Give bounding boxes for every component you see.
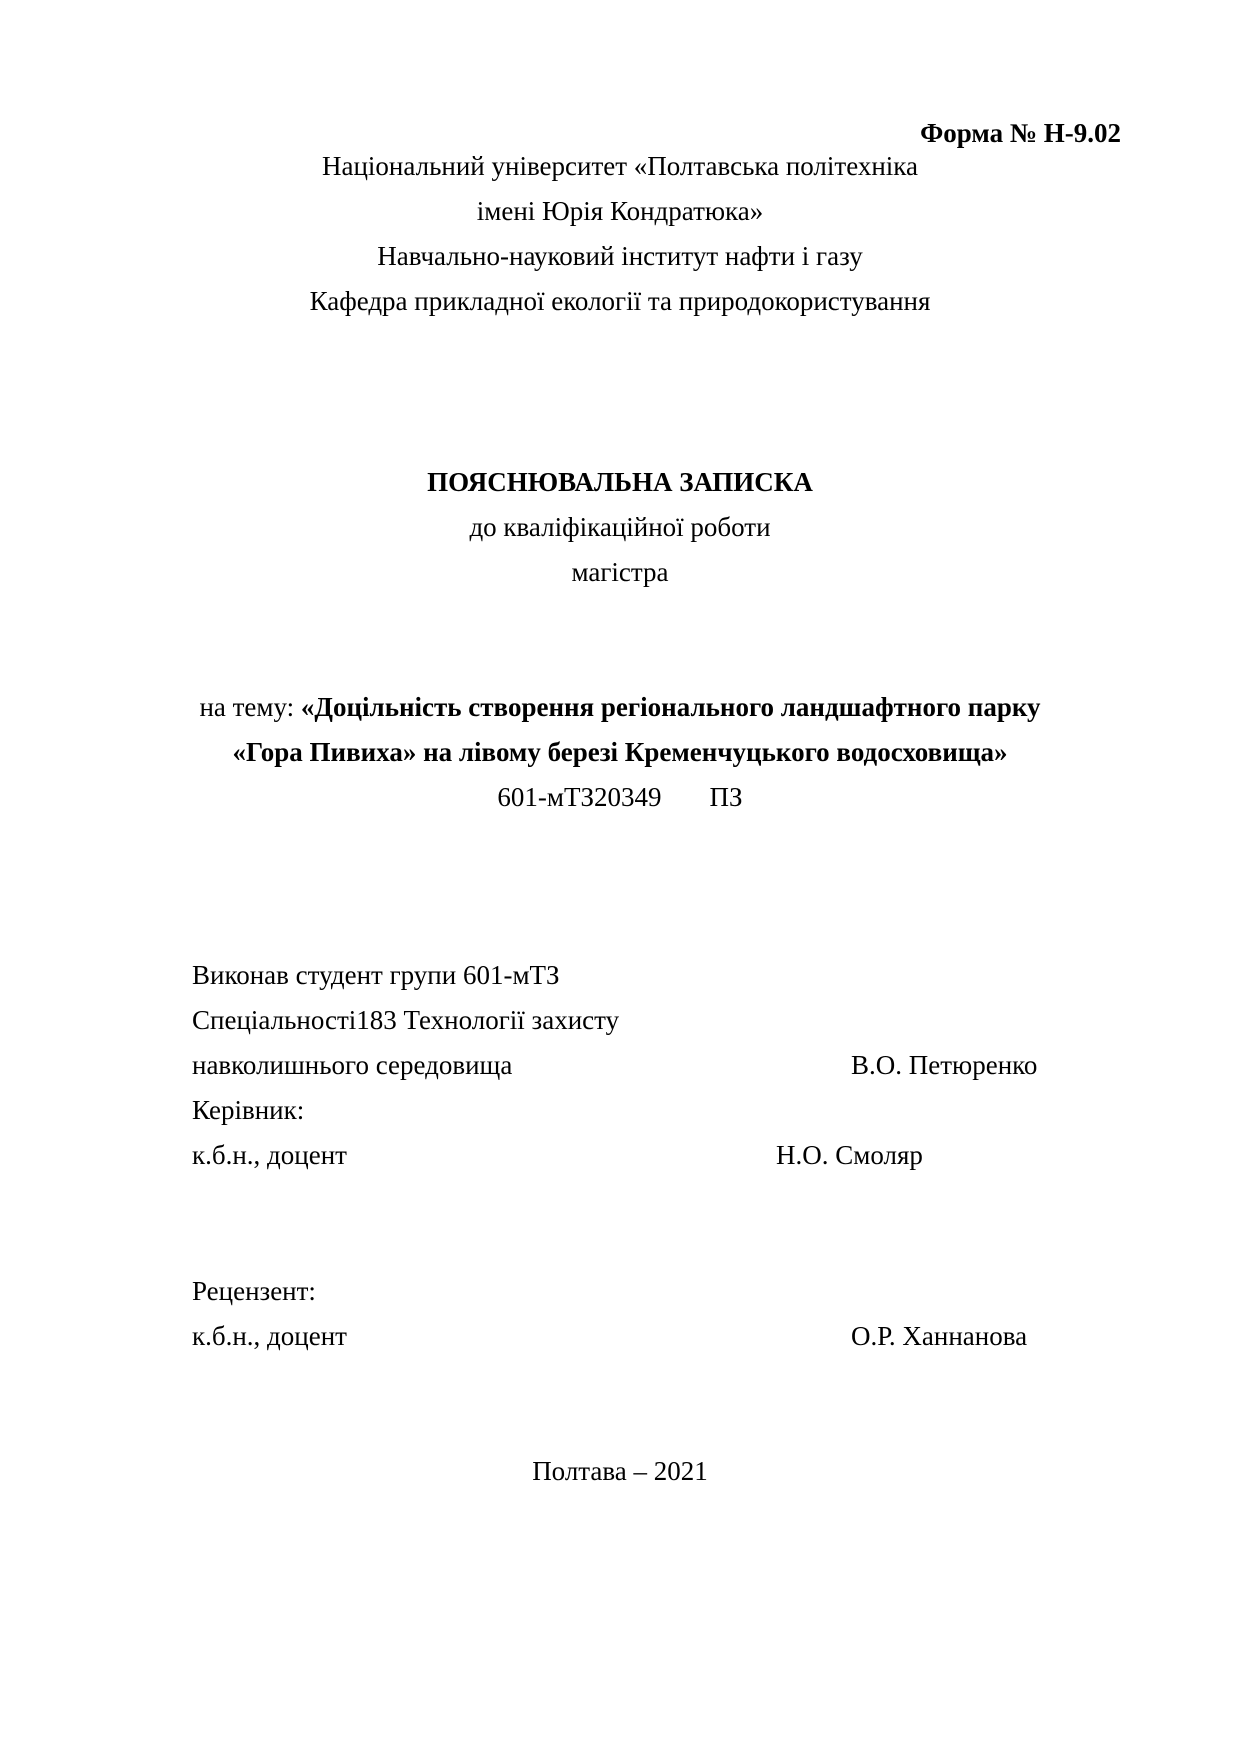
form-number: Форма № Н-9.02 xyxy=(920,118,1121,148)
reviewer-label: Рецензент: xyxy=(192,1276,316,1306)
city-year: Полтава – 2021 xyxy=(532,1456,708,1486)
supervisor-title: к.б.н., доцент xyxy=(192,1140,347,1170)
topic-title-part1: «Доцільність створення регіонального ландшафтного парку xyxy=(300,692,1041,722)
document-code-number: 601-мТЗ20349 xyxy=(497,782,662,812)
student-specialty: Спеціальності183 Технології захисту xyxy=(192,1005,620,1035)
supervisor-name: Н.О. Смоляр xyxy=(776,1140,923,1170)
institute-name: Навчально-науковий інститут нафти і газу xyxy=(377,241,863,271)
document-code xyxy=(0,781,1240,813)
document-subtitle: до кваліфікаційної роботи xyxy=(469,512,771,542)
document-title: ПОЯСНЮВАЛЬНА ЗАПИСКА xyxy=(427,467,813,497)
student-group: Виконав студент групи 601-мТЗ xyxy=(192,960,560,990)
document-code-suffix: ПЗ xyxy=(709,782,743,812)
reviewer-title: к.б.н., доцент xyxy=(192,1321,347,1351)
topic-title-part2: «Гора Пивиха» на лівому березі Кременчуцького водосховища» xyxy=(232,737,1008,767)
topic-line1 xyxy=(0,691,1240,723)
topic-prefix: на тему: xyxy=(199,692,301,722)
student-name: В.О. Петюренко xyxy=(851,1050,1038,1080)
department-name: Кафедра прикладної екології та природокористування xyxy=(309,286,931,316)
university-name-line1: Національний університет «Полтавська політехніка xyxy=(322,151,918,181)
degree-label: магістра xyxy=(571,557,669,587)
student-specialty-cont: навколишнього середовища xyxy=(192,1050,513,1080)
reviewer-name: О.Р. Ханнанова xyxy=(851,1321,1028,1351)
supervisor-label: Керівник: xyxy=(192,1095,305,1125)
university-name-line2: імені Юрія Кондратюка» xyxy=(476,196,764,226)
